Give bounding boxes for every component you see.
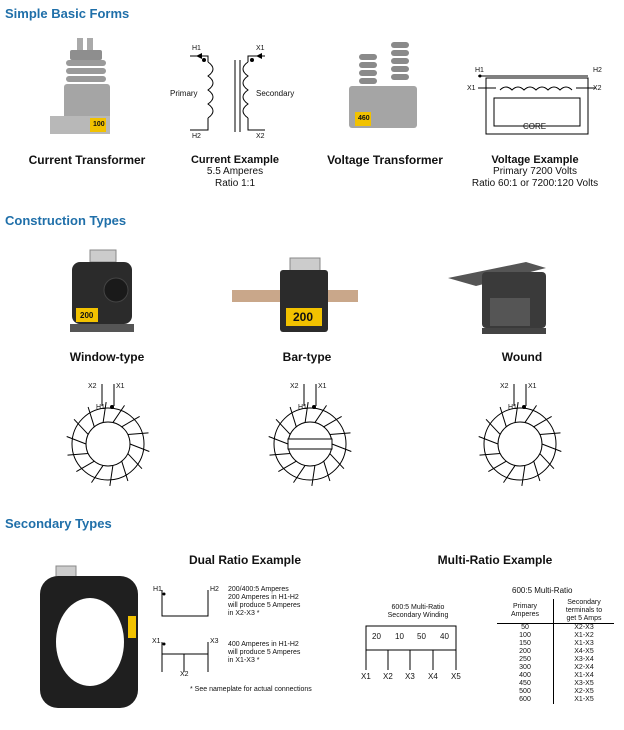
dual-note-2-line: 400 Amperes in H1-H2 [228, 641, 299, 648]
ve-x2: X2 [593, 85, 602, 92]
bar-badge: 200 [293, 310, 314, 324]
ratio-secondary-terminals: X1-X5 [574, 696, 594, 703]
dual-note-2-line: in X1-X3 * [228, 657, 260, 664]
dual-note-1-line: 200 Amperes in H1-H2 [228, 594, 299, 601]
section-title-construction-types: Construction Types [5, 213, 127, 228]
toroid-window-diagram [58, 380, 158, 500]
current-example-line1: 5.5 Amperes [206, 166, 264, 177]
ratio-primary-amperes: 100 [497, 632, 554, 640]
terminal: X2 [383, 672, 393, 681]
ratio-table-row [497, 664, 614, 672]
ce-x2: X2 [256, 133, 265, 140]
ratio-table-row [497, 648, 614, 656]
wound-photo [446, 258, 566, 338]
col1-header-line: Amperes [510, 611, 539, 618]
ratio-table-row [497, 680, 614, 688]
toroid-terminal-label: X2 [290, 383, 299, 390]
segment: 20 [372, 632, 381, 641]
dual-note-1-line: 200/400:5 Amperes [228, 586, 289, 593]
voltage-transformer-caption: Voltage Transformer [327, 153, 443, 167]
ratio-table-row [497, 632, 614, 640]
ratio-primary-amperes: 300 [497, 664, 554, 672]
toroid-terminal-label: X1 [318, 383, 327, 390]
ratio-primary-amperes: 400 [497, 672, 554, 680]
ce-h1: H1 [192, 45, 201, 52]
ratio-primary-amperes: 50 [497, 624, 554, 633]
toroid-terminal-label: H1 [298, 404, 307, 411]
ce-primary: Primary [170, 89, 198, 98]
dual-h1: H1 [153, 586, 162, 593]
wound-caption: Wound [501, 350, 543, 364]
dual-note-1 [228, 586, 300, 618]
ce-h2: H2 [192, 133, 201, 140]
dual-ratio-title: Dual Ratio Example [188, 553, 302, 567]
segment: 50 [417, 632, 426, 641]
terminal: X3 [405, 672, 415, 681]
ve-core: CORE [523, 122, 547, 131]
bar-type-photo [232, 258, 358, 338]
segment: 40 [440, 632, 449, 641]
toroid-wound-diagram [470, 380, 570, 500]
multi-ratio-title: Multi-Ratio Example [437, 553, 553, 567]
ratio-table-row [497, 656, 614, 664]
ratio-table-row [497, 688, 614, 696]
ratio-secondary-terminals: X3-X5 [574, 680, 594, 687]
current-transformer-caption: Current Transformer [28, 153, 146, 167]
ratio-secondary-terminals: X1-X2 [574, 632, 594, 639]
ratio-primary-amperes: 600 [497, 696, 554, 704]
toroid-terminal-label: X2 [88, 383, 97, 390]
toroid-terminal-label: X1 [116, 383, 125, 390]
ve-x1: X1 [467, 85, 476, 92]
winding-title-line: 600:5 Multi-Ratio [391, 604, 445, 611]
ratio-primary-amperes: 200 [497, 648, 554, 656]
col2-header-line: get 5 Amps [566, 615, 602, 622]
multi-ratio-winding [358, 622, 468, 682]
ratio-table-row [497, 696, 614, 704]
section-title-simple-basic-forms: Simple Basic Forms [5, 6, 130, 21]
ce-secondary: Secondary [256, 89, 295, 98]
voltage-example-line2: Ratio 60:1 or 7200:120 Volts [471, 178, 599, 189]
voltage-transformer-photo [345, 38, 425, 138]
ve-h1: H1 [475, 67, 484, 74]
col2-header-line: Secondary [567, 599, 601, 606]
ratio-table-row [497, 624, 614, 633]
terminal: X1 [361, 672, 371, 681]
ratio-secondary-terminals: X4-X5 [574, 648, 594, 655]
dual-x3: X3 [210, 638, 219, 645]
bar-type-caption: Bar-type [282, 350, 332, 364]
ve-h2: H2 [593, 67, 602, 74]
dual-x2: X2 [180, 671, 189, 678]
secondary-ct-photo [34, 566, 144, 716]
ratio-secondary-terminals: X2-X3 [574, 624, 594, 631]
winding-title-line: Secondary Winding [387, 612, 449, 619]
ratio-table-row [497, 640, 614, 648]
voltage-example-diagram [466, 68, 606, 138]
window-badge: 200 [80, 311, 94, 320]
ratio-secondary-terminals: X2-X4 [574, 664, 594, 671]
current-example-title: Current Example [190, 154, 280, 166]
terminal: X5 [451, 672, 461, 681]
ratio-col2-header [554, 599, 615, 624]
toroid-bar-diagram [260, 380, 360, 500]
current-transformer-photo [42, 38, 132, 138]
dual-ratio-diagram [150, 584, 220, 684]
segment: 10 [395, 632, 404, 641]
window-type-caption: Window-type [69, 350, 145, 364]
ce-x1: X1 [256, 45, 265, 52]
section-title-secondary-types: Secondary Types [5, 516, 112, 531]
ct-badge: 100 [93, 121, 105, 128]
terminal: X4 [428, 672, 438, 681]
toroid-terminal-label: H1 [508, 404, 517, 411]
ratio-table-row [497, 672, 614, 680]
vt-badge: 460 [358, 115, 370, 122]
col2-header-line: terminals to [565, 607, 603, 614]
dual-x1: X1 [152, 638, 161, 645]
ratio-secondary-terminals: X1-X4 [574, 672, 594, 679]
dual-note-2-line: will produce 5 Amperes [228, 649, 301, 656]
ratio-secondary-terminals: X2-X5 [574, 688, 594, 695]
winding-title [368, 604, 468, 620]
ratio-table-title: 600:5 Multi-Ratio [512, 586, 573, 595]
dual-note-1-line: will produce 5 Amperes [228, 602, 301, 609]
ratio-primary-amperes: 150 [497, 640, 554, 648]
toroid-terminal-label: X2 [500, 383, 509, 390]
col1-header-line: Primary [512, 603, 538, 610]
dual-h2: H2 [210, 586, 219, 593]
ratio-primary-amperes: 500 [497, 688, 554, 696]
ratio-primary-amperes: 250 [497, 656, 554, 664]
ratio-secondary-terminals: X3-X4 [574, 656, 594, 663]
dual-note-2 [228, 641, 300, 665]
ratio-col1-header [497, 599, 554, 624]
ratio-primary-amperes: 450 [497, 680, 554, 688]
dual-footnote: * See nameplate for actual connections [190, 686, 312, 693]
ratio-secondary-terminals: X1-X3 [574, 640, 594, 647]
toroid-terminal-label: H1 [96, 404, 105, 411]
ratio-table [497, 599, 614, 704]
window-type-photo [68, 248, 138, 338]
toroid-terminal-label: X1 [528, 383, 537, 390]
voltage-example-line1: Primary 7200 Volts [493, 166, 577, 177]
current-example-diagram [160, 40, 310, 150]
current-example-line2: Ratio 1:1 [214, 178, 256, 189]
dual-note-1-line: in X2-X3 * [228, 610, 260, 617]
voltage-example-title: Voltage Example [491, 154, 579, 166]
